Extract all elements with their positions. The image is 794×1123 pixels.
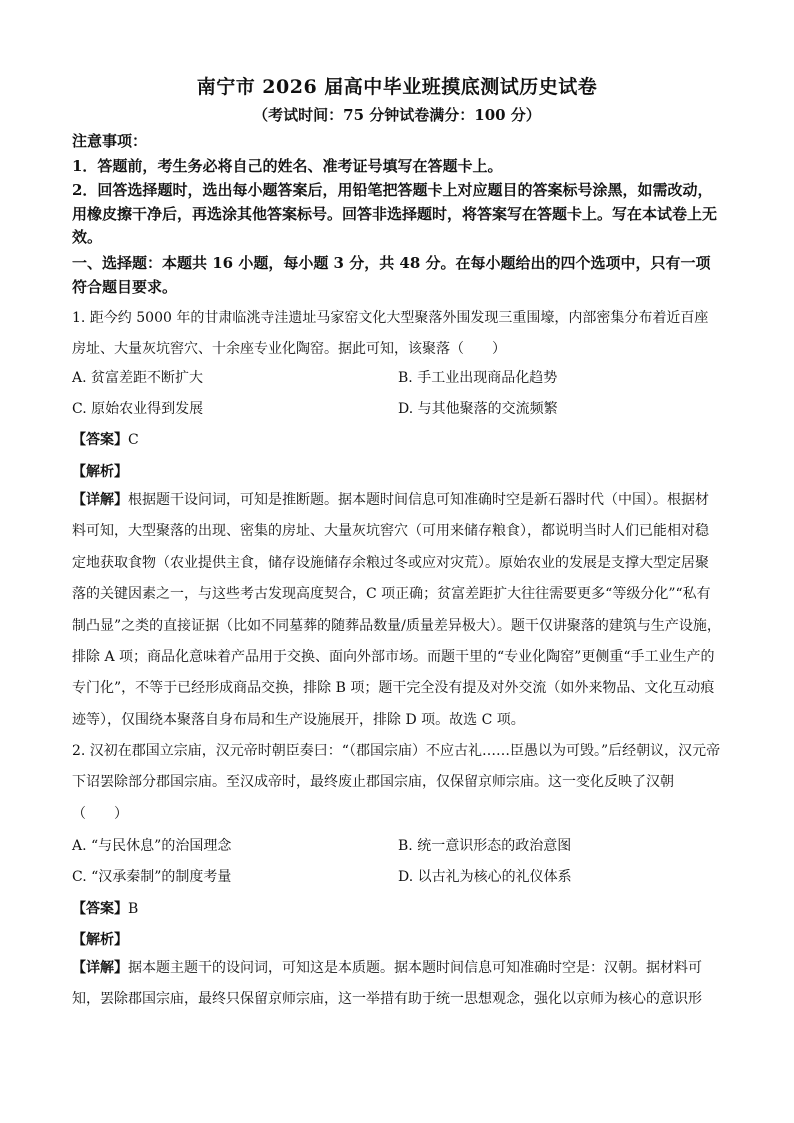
answer-tag: 【答案】 [72,901,128,917]
question-2-option-d: D. 以古礼为核心的礼仪体系 [398,869,572,885]
question-2-answer [72,897,138,921]
question-2-detail [72,953,722,1016]
page-title: 南宁市 2026 届高中毕业班摸底测试历史试卷 [196,76,598,98]
notes-item-1: 1．答题前，考生务必将自己的姓名、准考证号填写在答题卡上。 [72,157,503,175]
detail-text: 据本题主题干的设问词，可知这是本质题。据本题时间信息可知准确时空是：汉朝。据材料可知，罢除郡国宗庙，最终只保留京师宗庙，这一举措有助于统一思想观念，强化以京师为核心的意识形 [72,960,702,1008]
question-2-stem: 2. 汉初在郡国立宗庙，汉元帝时朝臣奏曰：“（郡国宗庙）不应古礼……臣愚以为可毁。”后经朝议，汉元帝下诏罢除部分郡国宗庙。至汉成帝时，最终废止郡国宗庙，仅保留京师宗庙。这一变化反映了汉朝（ ） [72,743,721,822]
question-2-option-a: A. “与民休息”的治国理念 [72,838,232,854]
question-2-option-c: C. “汉承秦制”的制度考量 [72,869,232,885]
question-1-option-b: B. 手工业出现商品化趋势 [398,370,558,386]
question-1-stem: 1. 距今约 5000 年的甘肃临洮寺洼遗址马家窑文化大型聚落外围发现三重围壕，内部密集分布着近百座房址、大量灰坑窖穴、十余座专业化陶窑。据此可知，该聚落（ ） [72,310,709,358]
answer-value: C [128,432,139,448]
analysis-tag: 【解析】 [72,932,128,948]
detail-tag: 【详解】 [72,960,128,976]
question-1-option-d: D. 与其他聚落的交流频繁 [398,401,558,417]
section-heading: 一、选择题：本题共 16 小题，每小题 3 分，共 48 分。在每小题给出的四个选项中，只有一项符合题目要求。 [72,254,711,296]
answer-tag: 【答案】 [72,432,128,448]
question-2-options-row-1 [72,834,722,858]
notes-item-2: 2．回答选择题时，选出每小题答案后，用铅笔把答题卡上对应题目的答案标号涂黑，如需改动，用橡皮擦干净后，再选涂其他答案标号。回答非选择题时，将答案写在答题卡上。写在本试卷上无效。 [72,181,718,247]
exam-info-subtitle: （考试时间：75 分钟试卷满分：100 分） [253,106,541,124]
detail-tag: 【详解】 [72,492,128,508]
question-1-option-c: C. 原始农业得到发展 [72,401,204,417]
question-2-analysis-tag [72,928,128,952]
question-1-options-row-1 [72,366,722,390]
analysis-tag: 【解析】 [72,464,128,480]
question-1-option-a: A. 贫富差距不断扩大 [72,370,204,386]
question-1-detail [72,485,722,736]
answer-value: B [128,901,139,917]
question-1-options-row-2 [72,397,722,421]
question-1-answer [72,428,139,452]
question-2-option-b: B. 统一意识形态的政治意图 [398,838,572,854]
question-1-analysis-tag [72,460,128,484]
detail-text: 根据题干设问词，可知是推断题。据本题时间信息可知准确时空是新石器时代（中国）。根据材料可知，大型聚落的出现、密集的房址、大量灰坑窖穴（可用来储存粮食），都说明当时人们已能相对稳定地获取食物（农业提供主食，储存设施储存余粮过冬或应对灾荒）。原始农业的发展是支撑大型定居聚落的关键因素之一，与这些考古发现高度契合，C 项正确；贫富差距扩大往往需要更多“等级分化”“私有制凸显”之类的直接证据（比如不同墓葬的随葬品数量/质量差异极大）。题干仅讲聚落的建筑与生产设施，排除 A 项；商品化意味着产品用于交换、面向外部市场。而题干里的“专业化陶窑”更侧重“手工业生产的专门化”，不等于已经形成商品交换，排除 B 项；题干完全没有提及对外交流（如外来物品、文化互动痕迹等），仅围绕本聚落自身布局和生产设施展开，排除 D 项。故选 C 项。 [72,492,721,728]
notes-heading: 注意事项： [72,132,148,150]
question-2-options-row-2 [72,865,722,889]
